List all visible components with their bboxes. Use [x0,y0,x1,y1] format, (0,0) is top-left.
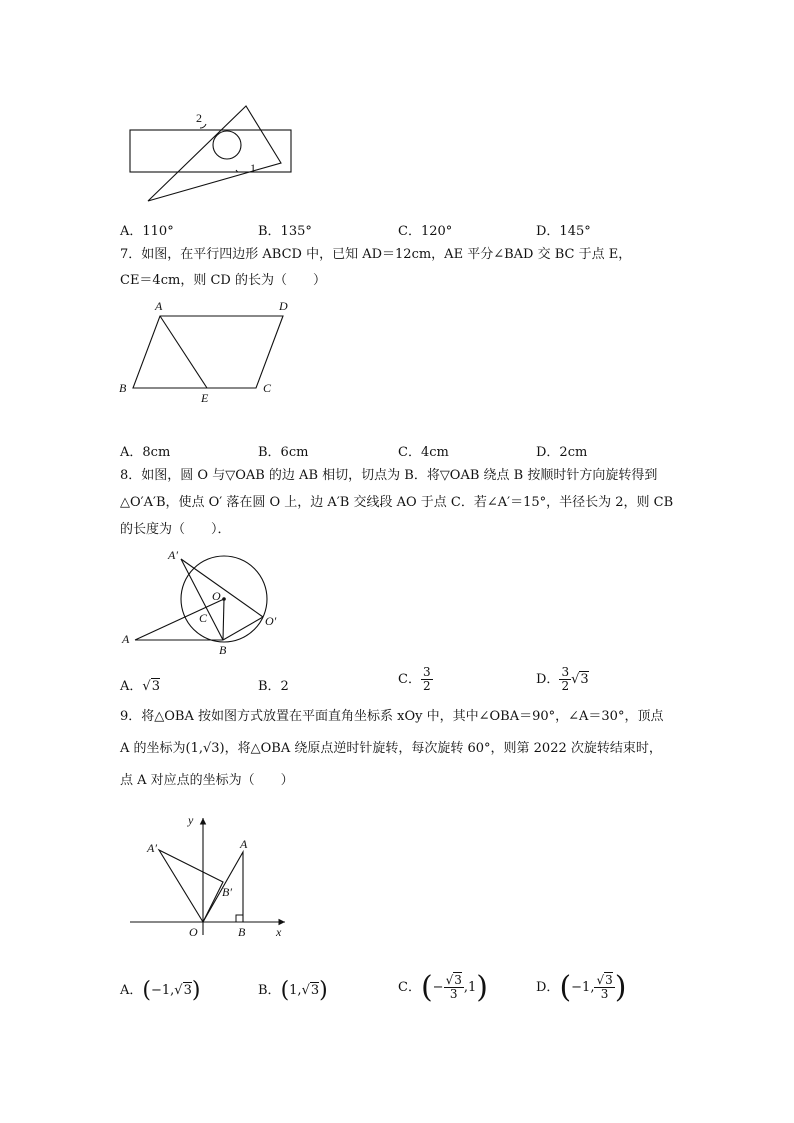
q9-right-angle-mark [236,915,243,922]
q9-option-d-left: −1, [571,980,595,995]
q8-option-c-fraction [421,666,433,693]
q9-option-d-denominator: 3 [600,987,609,1001]
q8-option-d-prefix: D． [536,672,560,687]
q8-segment-a1o1 [181,559,263,617]
q7-option-b[interactable]: B．6cm [258,445,309,460]
q9-option-d-fraction [594,974,614,1001]
q9-option-c-prefix: C． [398,980,421,995]
q7-option-c[interactable]: C．4cm [398,445,449,460]
q8-circle-figure [115,545,290,660]
q9-triangle-rotated [159,850,223,922]
q8-label-o: O [212,589,221,603]
q7-stem-line-1: 7．如图，在平行四边形 ABCD 中，已知 AD＝12cm，AE 平分∠BAD 交 BC 于点 E， [120,247,632,262]
q9-option-a-prefix: A． [120,983,143,998]
q6-option-c[interactable]: C．120° [398,224,453,239]
q9-stem-line-3: 点 A 对应点的坐标为（ ） [120,773,294,788]
q8-option-a-prefix: A． [120,679,143,694]
q9-option-b[interactable]: B．(1,√3) [258,978,328,1003]
q6-label-1: 1 [250,161,256,175]
q8-stem-line-2: △O′A′B，使点 O′ 落在圆 O 上，边 A′B 交线段 AO 于点 C．若∠A′＝15°，半径长为 2，则 CB [120,495,674,510]
q7-segment-ae [160,316,207,388]
q7-label-b: B [119,381,127,395]
q9-option-d[interactable]: D．(−1, $\frac{√3}{3}$ ) [536,970,627,1005]
q6-triangle [148,106,281,201]
q6-rectangle [130,130,291,172]
q7-label-c: C [263,381,272,395]
q9-option-c-numerator: √3 [445,973,462,987]
q9-label-o: O [189,925,198,939]
q7-parallelogram-figure [115,298,300,408]
q9-option-a-root: 3 [183,983,192,998]
q8-center-dot [222,597,226,601]
q8-label-a1: A′ [168,548,178,562]
q6-option-a[interactable]: A．110° [120,224,174,239]
q8-option-d-numerator: 3 [561,665,570,679]
q8-segment-ao [135,599,224,640]
q9-option-c-sign: − [432,980,444,995]
q8-stem-line-1: 8．如图，圆 O 与▽OAB 的边 AB 相切，切点为 B．将▽OAB 绕点 B 按顺时针方向旋转得到 [120,468,658,483]
q6-circle [213,131,241,159]
q8-option-d-root: 3 [580,672,589,687]
q9-label-y: y [188,813,194,827]
q7-option-d[interactable]: D．2cm [536,445,588,460]
q8-option-b[interactable]: B．2 [258,679,289,694]
q9-option-c-fraction [444,974,464,1001]
q7-stem-line-2: CE＝4cm，则 CD 的长为（ ） [120,273,326,288]
q6-option-b[interactable]: B．135° [258,224,312,239]
q9-option-d-numerator: √3 [596,973,613,987]
q8-label-c: C [199,611,208,625]
q9-option-a-left: −1, [150,983,175,998]
q8-option-c-prefix: C． [398,672,421,687]
q6-label-2: 2 [196,111,202,125]
q9-label-a: A [240,837,248,851]
q8-label-a: A [122,632,130,646]
q9-label-a1: A′ [147,841,157,855]
q8-option-d-fraction [559,666,571,693]
q9-stem-line-2: A 的坐标为(1,√3)，将△OBA 绕原点逆时针旋转，每次旋转 60°，则第 2022 次旋转结束时， [120,741,662,756]
q8-label-b: B [219,643,227,657]
q8-option-a[interactable]: A．√3 [120,679,160,694]
q9-option-c[interactable]: C．(− $\frac{√3}{3}$ ,1) [398,970,488,1005]
q7-label-d: D [279,299,288,313]
q7-option-a[interactable]: A．8cm [120,445,171,460]
q8-segment-ob [223,599,224,640]
q9-option-c-denominator: 3 [449,987,458,1001]
q8-label-o1: O′ [265,614,277,628]
q9-option-c-right: ,1 [463,980,477,995]
q8-stem-line-3: 的长度为（ ）． [120,522,231,537]
q9-option-c-root: 3 [454,973,462,987]
q7-parallelogram [133,316,283,388]
q9-label-x: x [276,925,282,939]
q8-segment-bo1 [223,617,263,640]
q9-stem-line-1: 9．将△OBA 按如图方式放置在平面直角坐标系 xOy 中，其中∠OBA＝90°，∠A＝30°，顶点 [120,709,664,724]
q8-option-c-denominator: 2 [422,679,431,693]
q9-label-b1: B′ [222,885,232,899]
q7-label-e: E [201,391,209,405]
q6-figure [120,100,310,210]
q8-option-d-denominator: 2 [561,679,570,693]
q9-option-b-root: 3 [310,983,320,998]
q9-option-d-prefix: D． [536,980,560,995]
q9-option-a[interactable]: A．(−1,√3) [120,978,201,1003]
q8-option-a-root: 3 [151,679,160,694]
q6-option-d[interactable]: D．145° [536,224,591,239]
q9-option-d-root: 3 [605,973,613,987]
q8-option-c[interactable] [398,666,433,693]
q9-option-b-prefix: B． [258,983,281,998]
q8-option-c-numerator: 3 [422,665,431,679]
q9-option-b-left: 1, [289,983,302,998]
q8-option-d[interactable]: D． $\frac{3}{2}$ √3 [536,665,589,693]
q9-coordinate-figure [120,810,300,945]
q7-label-a: A [155,299,163,313]
q9-label-b: B [238,925,246,939]
